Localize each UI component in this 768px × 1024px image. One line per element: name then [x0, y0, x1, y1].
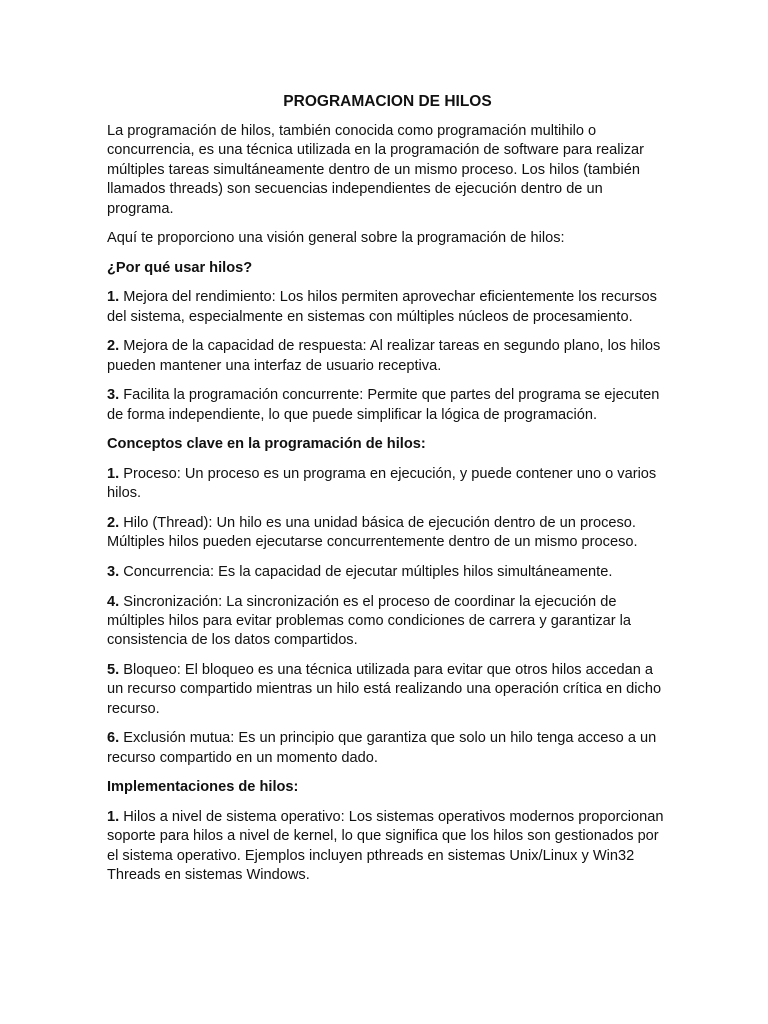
item-text: Bloqueo: El bloqueo es una técnica utilizada para evitar que otros hilos accedan a un recurso compartido mientras un hilo está realizando una operación crítica en dicho recurso.: [107, 662, 662, 717]
item-text: Hilos a nivel de sistema operativo: Los sistemas operativos modernos proporcionan soporte para hilos a nivel de kernel, lo que significa que los hilos son gestionados por el sistema operativo. Ejemplos incluyen pthreads en sistemas Unix/Linux y Win32 Threads en sistemas Windows.: [107, 809, 664, 884]
item-number: 2.: [107, 515, 120, 531]
item-number: 1.: [107, 809, 120, 825]
item-text: Hilo (Thread): Un hilo es una unidad básica de ejecución dentro de un proceso. Múltiples hilos pueden ejecutarse concurrentemente dentro de un mismo proceso.: [107, 515, 638, 551]
list-item: [107, 729, 668, 768]
item-text: Mejora del rendimiento: Los hilos permiten aprovechar eficientemente los recursos del sistema, especialmente en sistemas con múltiples núcleos de procesamiento.: [107, 289, 657, 325]
list-item: [107, 593, 668, 651]
list-item: [107, 563, 668, 582]
list-item: [107, 465, 668, 504]
list-item: [107, 337, 668, 376]
item-number: 1.: [107, 289, 120, 306]
item-number: 2.: [107, 338, 120, 355]
item-number: 5.: [107, 662, 120, 678]
item-text: Sincronización: La sincronización es el proceso de coordinar la ejecución de múltiples hilos para evitar problemas como condiciones de carrera y garantizar la consistencia de los datos compartidos.: [107, 593, 631, 649]
item-text: Exclusión mutua: Es un principio que garantiza que solo un hilo tenga acceso a un recurso compartido en un momento dado.: [107, 730, 657, 766]
item-text: Concurrencia: Es la capacidad de ejecutar múltiples hilos simultáneamente.: [119, 564, 613, 580]
item-number: 4.: [107, 593, 120, 610]
item-number: 3.: [107, 564, 120, 580]
list-item: [107, 661, 668, 719]
section-heading-implementations: Implementaciones de hilos:: [107, 779, 299, 796]
section-heading-why-threads: ¿Por qué usar hilos?: [107, 259, 253, 276]
list-item: [107, 386, 668, 425]
document-title: PROGRAMACION DE HILOS: [283, 93, 492, 110]
list-item: [107, 288, 668, 327]
list-item: [107, 808, 668, 886]
item-text: Mejora de la capacidad de respuesta: Al realizar tareas en segundo plano, los hilos pueden mantener una interfaz de usuario receptiva.: [107, 338, 661, 374]
item-text: Facilita la programación concurrente: Permite que partes del programa se ejecuten de forma independiente, lo que puede simplificar la lógica de programación.: [107, 387, 660, 423]
list-item: [107, 514, 668, 553]
item-number: 1.: [107, 466, 120, 482]
section-heading-key-concepts: Conceptos clave en la programación de hilos:: [107, 436, 426, 453]
item-number: 3.: [107, 387, 120, 404]
intro-paragraph: La programación de hilos, también conocida como programación multihilo o concurrencia, es una técnica utilizada en la programación de software para realizar múltiples tareas simultáneamente dentro de un mismo proceso. Los hilos (también llamados threads) son secuencias independientes de ejecución dentro de un programa.: [107, 123, 645, 217]
item-text: Proceso: Un proceso es un programa en ejecución, y puede contener uno o varios hilos.: [107, 466, 657, 502]
item-number: 6.: [107, 730, 120, 747]
overview-paragraph: Aquí te proporciono una visión general sobre la programación de hilos:: [107, 230, 565, 247]
